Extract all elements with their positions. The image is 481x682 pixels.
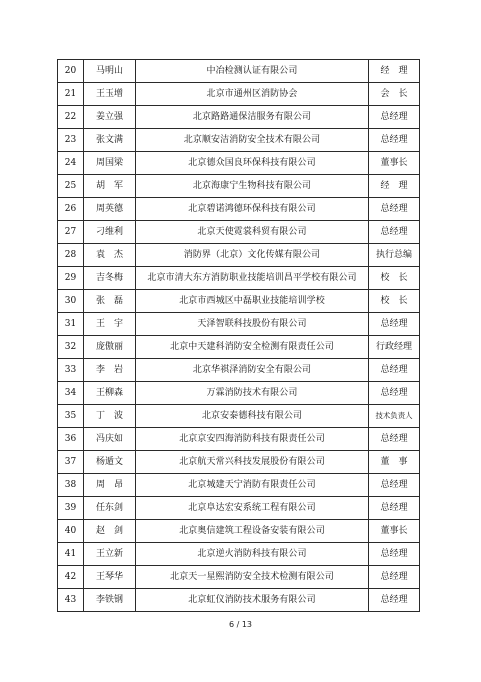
job-title: 总经理 bbox=[369, 313, 420, 336]
organization-name: 北京奥信建筑工程设备安装有限公司 bbox=[136, 520, 369, 543]
person-name: 杨遁文 bbox=[84, 451, 136, 474]
table-row bbox=[58, 152, 420, 175]
organization-name: 北京安泰德科技有限公司 bbox=[136, 405, 369, 428]
person-name: 周英德 bbox=[84, 198, 136, 221]
job-title: 执行总编 bbox=[369, 244, 420, 267]
table-row bbox=[58, 106, 420, 129]
person-name: 张文满 bbox=[84, 129, 136, 152]
job-title: 总经理 bbox=[369, 474, 420, 497]
row-number: 29 bbox=[58, 267, 84, 290]
row-number: 27 bbox=[58, 221, 84, 244]
job-title: 校 长 bbox=[369, 267, 420, 290]
table-row bbox=[58, 497, 420, 520]
job-title: 总经理 bbox=[369, 382, 420, 405]
row-number: 26 bbox=[58, 198, 84, 221]
row-number: 28 bbox=[58, 244, 84, 267]
table-row bbox=[58, 313, 420, 336]
organization-name: 北京天一星熙消防安全技术检测有限公司 bbox=[136, 566, 369, 589]
person-name: 王立新 bbox=[84, 543, 136, 566]
job-title: 技术负责人 bbox=[369, 405, 420, 428]
organization-name: 北京市通州区消防协会 bbox=[136, 83, 369, 106]
member-table-body bbox=[58, 60, 420, 612]
row-number: 23 bbox=[58, 129, 84, 152]
job-title: 会 长 bbox=[369, 83, 420, 106]
person-name: 马明山 bbox=[84, 60, 136, 83]
row-number: 42 bbox=[58, 566, 84, 589]
row-number: 30 bbox=[58, 290, 84, 313]
person-name: 李铁钢 bbox=[84, 589, 136, 612]
person-name: 李 岩 bbox=[84, 359, 136, 382]
row-number: 25 bbox=[58, 175, 84, 198]
job-title: 总经理 bbox=[369, 359, 420, 382]
organization-name: 北京中天建科消防安全检测有限责任公司 bbox=[136, 336, 369, 359]
row-number: 21 bbox=[58, 83, 84, 106]
row-number: 36 bbox=[58, 428, 84, 451]
organization-name: 北京城建天宁消防有限责任公司 bbox=[136, 474, 369, 497]
table-row bbox=[58, 290, 420, 313]
row-number: 41 bbox=[58, 543, 84, 566]
job-title: 校 长 bbox=[369, 290, 420, 313]
organization-name: 天泽智联科技股份有限公司 bbox=[136, 313, 369, 336]
table-row bbox=[58, 589, 420, 612]
person-name: 胡 军 bbox=[84, 175, 136, 198]
table-row bbox=[58, 244, 420, 267]
person-name: 姜立强 bbox=[84, 106, 136, 129]
row-number: 22 bbox=[58, 106, 84, 129]
job-title: 总经理 bbox=[369, 129, 420, 152]
row-number: 34 bbox=[58, 382, 84, 405]
person-name: 袁 杰 bbox=[84, 244, 136, 267]
organization-name: 中冶检测认证有限公司 bbox=[136, 60, 369, 83]
person-name: 王琴华 bbox=[84, 566, 136, 589]
person-name: 赵 剑 bbox=[84, 520, 136, 543]
organization-name: 北京逆火消防科技有限公司 bbox=[136, 543, 369, 566]
row-number: 43 bbox=[58, 589, 84, 612]
table-row bbox=[58, 129, 420, 152]
row-number: 40 bbox=[58, 520, 84, 543]
job-title: 总经理 bbox=[369, 428, 420, 451]
person-name: 周 昂 bbox=[84, 474, 136, 497]
table-row bbox=[58, 221, 420, 244]
row-number: 33 bbox=[58, 359, 84, 382]
job-title: 总经理 bbox=[369, 566, 420, 589]
organization-name: 北京阜达宏安系统工程有限公司 bbox=[136, 497, 369, 520]
person-name: 丁 波 bbox=[84, 405, 136, 428]
job-title: 总经理 bbox=[369, 543, 420, 566]
organization-name: 北京市西城区中磊职业技能培训学校 bbox=[136, 290, 369, 313]
table-row bbox=[58, 520, 420, 543]
job-title: 总经理 bbox=[369, 198, 420, 221]
row-number: 35 bbox=[58, 405, 84, 428]
table-row bbox=[58, 175, 420, 198]
table-row bbox=[58, 359, 420, 382]
person-name: 刁维利 bbox=[84, 221, 136, 244]
organization-name: 北京路路通保洁服务有限公司 bbox=[136, 106, 369, 129]
table-row bbox=[58, 428, 420, 451]
job-title: 董事长 bbox=[369, 520, 420, 543]
organization-name: 万霖消防技术有限公司 bbox=[136, 382, 369, 405]
organization-name: 北京天使霓裳科贸有限公司 bbox=[136, 221, 369, 244]
organization-name: 北京市清大东方消防职业技能培训昌平学校有限公司 bbox=[136, 267, 369, 290]
row-number: 20 bbox=[58, 60, 84, 83]
organization-name: 消防界（北京）文化传媒有限公司 bbox=[136, 244, 369, 267]
person-name: 任东剑 bbox=[84, 497, 136, 520]
table-row bbox=[58, 267, 420, 290]
organization-name: 北京华祺泽消防安全有限公司 bbox=[136, 359, 369, 382]
person-name: 王 宇 bbox=[84, 313, 136, 336]
table-row bbox=[58, 60, 420, 83]
job-title: 总经理 bbox=[369, 221, 420, 244]
row-number: 37 bbox=[58, 451, 84, 474]
person-name: 王玉增 bbox=[84, 83, 136, 106]
organization-name: 北京航天常兴科技发展股份有限公司 bbox=[136, 451, 369, 474]
job-title: 总经理 bbox=[369, 497, 420, 520]
row-number: 39 bbox=[58, 497, 84, 520]
table-row bbox=[58, 382, 420, 405]
job-title: 董事长 bbox=[369, 152, 420, 175]
organization-name: 北京顺安洁消防安全技术有限公司 bbox=[136, 129, 369, 152]
table-row bbox=[58, 566, 420, 589]
organization-name: 北京海康宁生物科技有限公司 bbox=[136, 175, 369, 198]
organization-name: 北京德众国良环保科技有限公司 bbox=[136, 152, 369, 175]
person-name: 庞傲丽 bbox=[84, 336, 136, 359]
job-title: 经 理 bbox=[369, 60, 420, 83]
row-number: 38 bbox=[58, 474, 84, 497]
row-number: 32 bbox=[58, 336, 84, 359]
person-name: 周国梁 bbox=[84, 152, 136, 175]
person-name: 张 磊 bbox=[84, 290, 136, 313]
job-title: 总经理 bbox=[369, 589, 420, 612]
table-row bbox=[58, 336, 420, 359]
job-title: 行政经理 bbox=[369, 336, 420, 359]
person-name: 吉冬梅 bbox=[84, 267, 136, 290]
member-table bbox=[57, 59, 420, 612]
job-title: 经 理 bbox=[369, 175, 420, 198]
organization-name: 北京碧诺鸿德环保科技有限公司 bbox=[136, 198, 369, 221]
table-row bbox=[58, 451, 420, 474]
organization-name: 北京京安四海消防科技有限责任公司 bbox=[136, 428, 369, 451]
table-row bbox=[58, 405, 420, 428]
person-name: 王柳森 bbox=[84, 382, 136, 405]
person-name: 冯庆如 bbox=[84, 428, 136, 451]
job-title: 总经理 bbox=[369, 106, 420, 129]
page-number: 6 / 13 bbox=[228, 620, 253, 629]
table-row bbox=[58, 83, 420, 106]
table-row bbox=[58, 543, 420, 566]
row-number: 31 bbox=[58, 313, 84, 336]
table-row bbox=[58, 198, 420, 221]
row-number: 24 bbox=[58, 152, 84, 175]
organization-name: 北京虹仪消防技术服务有限公司 bbox=[136, 589, 369, 612]
job-title: 董 事 bbox=[369, 451, 420, 474]
table-row bbox=[58, 474, 420, 497]
